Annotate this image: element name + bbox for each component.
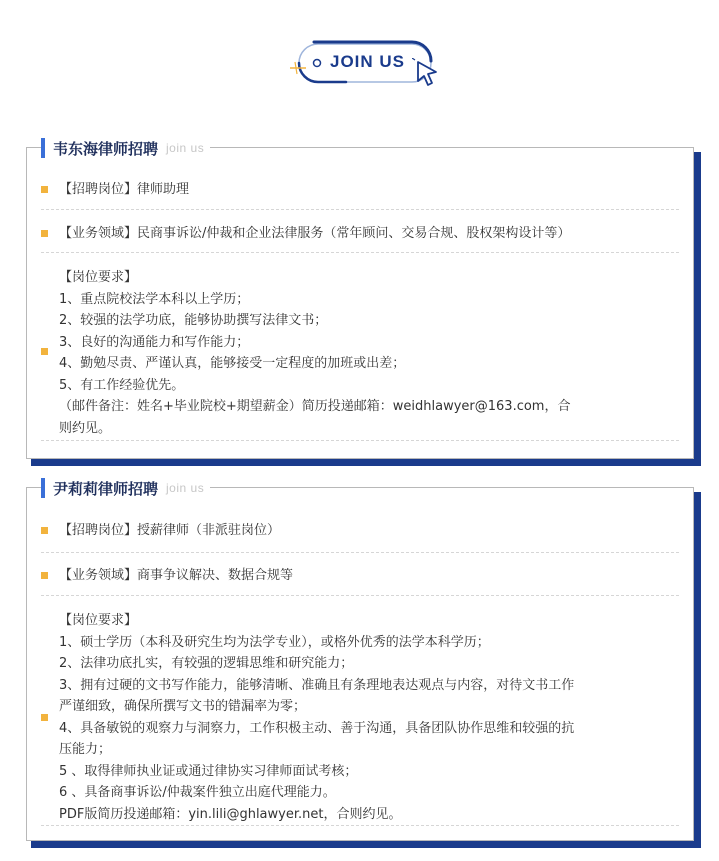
card-title: 尹莉莉律师招聘 xyxy=(53,479,159,498)
requirement-line: 1、硕士学历（本科及研究生均为法学专业），或格外优秀的法学本科学历； xyxy=(59,634,490,650)
requirement-line: 3、拥有过硬的文书写作能力，能够清晰、准确且有条理地表达观点与内容，对待文书工作 xyxy=(59,677,575,693)
requirement-line: 3、良好的沟通能力和写作能力； xyxy=(59,334,250,350)
requirement-line: （邮件备注：姓名+毕业院校+期望薪金）简历投递邮箱：weidhlawyer@163.com，合 xyxy=(59,399,571,414)
requirement-line: 5 、取得律师执业证或通过律协实习律师面试考核； xyxy=(59,763,358,779)
bullet-icon xyxy=(41,230,48,237)
card-subtitle: join us xyxy=(166,481,205,495)
bullet-icon xyxy=(41,714,48,721)
bullet-icon xyxy=(41,186,48,193)
requirement-line: 2、较强的法学功底，能够协助撰写法律文书； xyxy=(59,313,328,328)
requirement-line: 1、重点院校法学本科以上学历； xyxy=(59,291,250,307)
requirement-line: 6 、具备商事诉讼/仲裁案件独立出庭代理能力。 xyxy=(59,785,336,800)
requirement-line: 则约见。 xyxy=(59,420,112,436)
requirement-line: 严谨细致，确保所撰写文书的错漏率为零； xyxy=(59,699,307,714)
join-us-label: JOIN US xyxy=(330,52,406,71)
heading-accent-bar xyxy=(41,138,45,158)
requirement-line: 【岗位要求】 xyxy=(59,270,138,285)
requirement-line: 压能力； xyxy=(59,742,112,757)
bullet-icon xyxy=(41,527,48,534)
requirement-line: 4、勤勉尽责、严谨认真，能够接受一定程度的加班或出差； xyxy=(59,356,406,371)
business-area-text: 【业务领域】商事争议解决、数据合规等 xyxy=(59,568,294,583)
requirement-line: 4、具备敏锐的观察力与洞察力，工作积极主动、善于沟通，具备团队协作思维和较强的抗 xyxy=(59,720,575,736)
card-title: 韦东海律师招聘 xyxy=(53,139,159,158)
bullet-icon xyxy=(41,572,48,579)
recruit-card-yin xyxy=(26,479,694,841)
list-item-business-area xyxy=(41,553,679,596)
requirement-line: 5、有工作经验优先。 xyxy=(59,377,185,393)
list-item-requirements xyxy=(41,253,679,441)
list-item-position xyxy=(41,170,679,210)
heading-accent-bar xyxy=(41,478,45,498)
cursor-click-icon xyxy=(412,58,442,88)
recruit-card-wei xyxy=(26,139,694,459)
requirement-line: PDF版简历投递邮箱：yin.lili@ghlawyer.net，合则约见。 xyxy=(59,806,402,822)
join-us-badge xyxy=(284,36,444,92)
list-item-position xyxy=(41,510,679,553)
business-area-text: 【业务领域】民商事诉讼/仲裁和企业法律服务（常年顾问、交易合规、股权架构设计等） xyxy=(59,226,571,241)
card-heading xyxy=(41,476,210,500)
list-item-business-area xyxy=(41,210,679,253)
position-text: 【招聘岗位】授薪律师（非派驻岗位） xyxy=(59,523,281,538)
position-text: 【招聘岗位】律师助理 xyxy=(59,182,190,197)
requirement-line: 2、法律功底扎实，有较强的逻辑思维和研究能力； xyxy=(59,656,354,671)
card-heading xyxy=(41,136,210,160)
card-subtitle: join us xyxy=(166,141,205,155)
list-item-requirements xyxy=(41,596,679,826)
requirement-line: 【岗位要求】 xyxy=(59,613,138,628)
bullet-icon xyxy=(41,348,48,355)
